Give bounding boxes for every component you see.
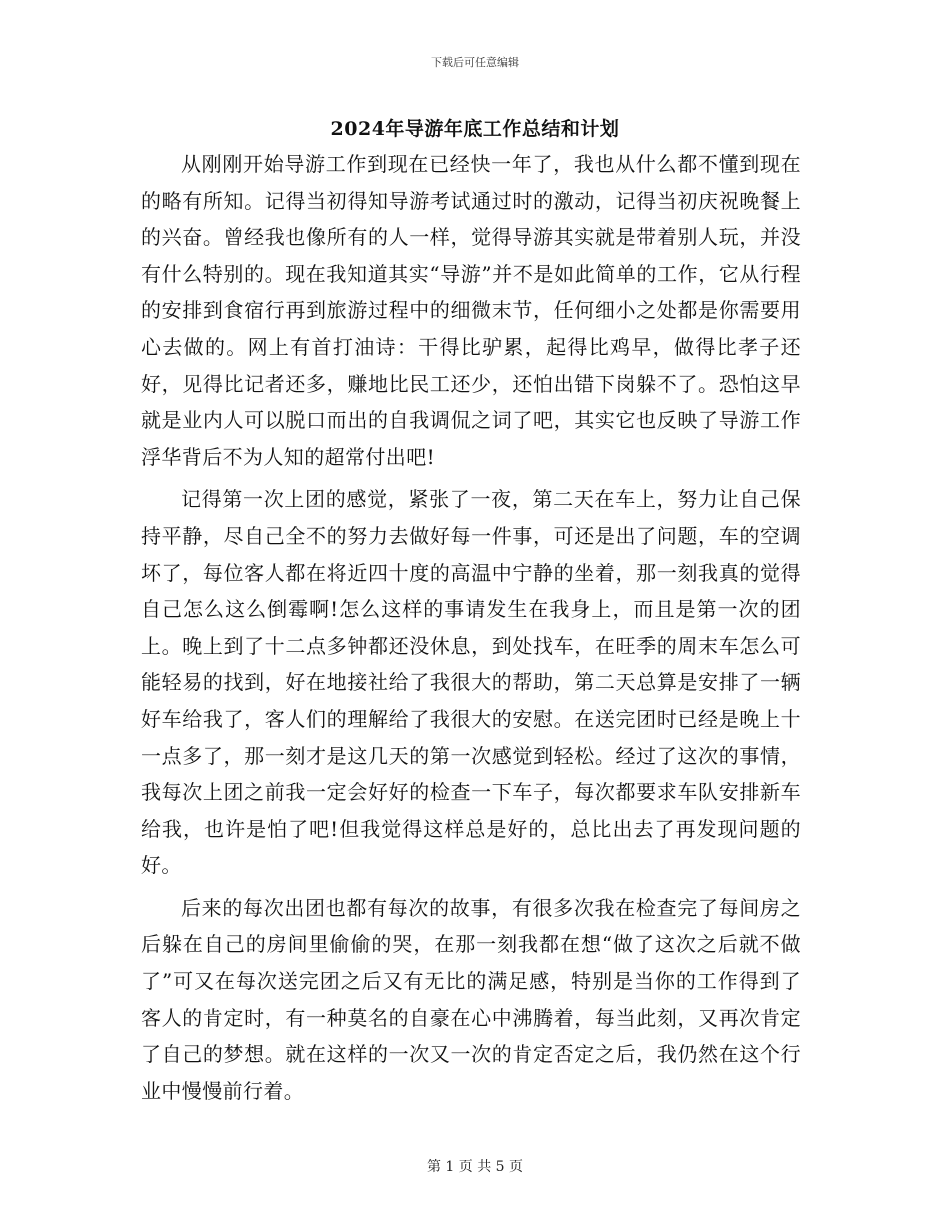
document-body — [141, 146, 801, 1115]
paragraph: 后来的每次出团也都有每次的故事，有很多次我在检查完了每间房之后躲在自己的房间里偷偷的哭，在那一刻我都在想“做了这次之后就不做了”可又在每次送完团之后又有无比的满足感，特别是当你的工作得到了客人的肯定时，有一种莫名的自豪在心中沸腾着，每当此刻，又再次肯定了自己的梦想。就在这样的一次又一次的肯定否定之后，我仍然在这个行业中慢慢前行着。 — [141, 895, 801, 1103]
header-note: 下载后可任意编辑 — [431, 56, 519, 69]
page-number-footer: 第 1 页 共 5 页 — [426, 1159, 524, 1175]
paragraph: 从刚刚开始导游工作到现在已经快一年了，我也从什么都不懂到现在的略有所知。记得当初得知导游考试通过时的激动，记得当初庆祝晚餐上的兴奋。曾经我也像所有的人一样，觉得导游其实就是带着别人玩，并没有什么特别的。现在我知道其实“导游”并不是如此简单的工作，它从行程的安排到食宿行再到旅游过程中的细微末节，任何细小之处都是你需要用心去做的。网上有首打油诗：干得比驴累，起得比鸡早，做得比孝子还好，见得比记者还多，赚地比民工还少，还怕出错下岗躲不了。恐怕这早就是业内人可以脱口而出的自我调侃之词了吧，其实它也反映了导游工作浮华背后不为人知的超常付出吧! — [141, 152, 801, 469]
document-title: 2024年导游年底工作总结和计划 — [330, 118, 620, 140]
paragraph: 记得第一次上团的感觉，紧张了一夜，第二天在车上，努力让自己保持平静，尽自己全不的努力去做好每一件事，可还是出了问题，车的空调坏了，每位客人都在将近四十度的高温中宁静的坐着，那一刻我真的觉得自己怎么这么倒霉啊!怎么这样的事请发生在我身上，而且是第一次的团上。晚上到了十二点多钟都还没休息，到处找车，在旺季的周末车怎么可能轻易的找到，好在地接社给了我很大的帮助，第二天总算是安排了一辆好车给我了，客人们的理解给了我很大的安慰。在送完团时已经是晚上十一点多了，那一刻才是这几天的第一次感觉到轻松。经过了这次的事情，我每次上团之前我一定会好好的检查一下车子，每次都要求车队安排新车给我，也许是怕了吧!但我觉得这样总是好的，总比出去了再发现问题的好。 — [141, 487, 801, 878]
